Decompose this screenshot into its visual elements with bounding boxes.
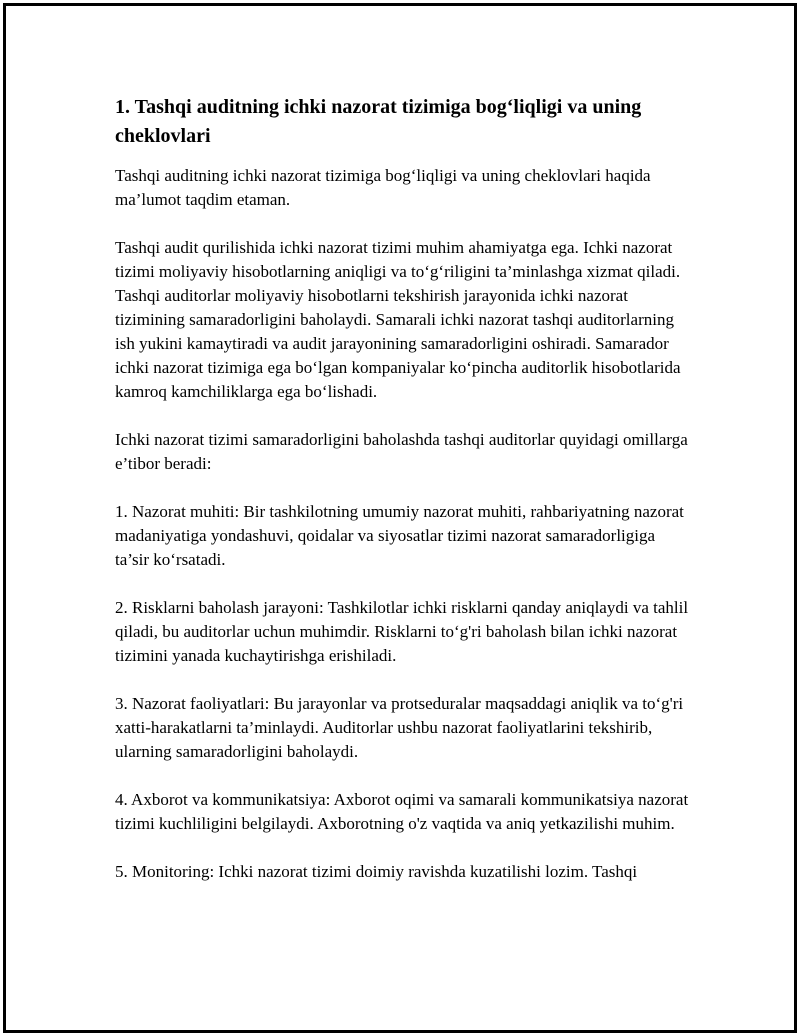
body-paragraph: Tashqi audit qurilishida ichki nazorat tizimi muhim ahamiyatga ega. Ichki nazorat tizimi moliyaviy hisobotlarning aniqligi va to‘g‘riligini ta’minlashga xizmat qiladi. Tashqi auditorlar moliyaviy hisobotlarni tekshirish jarayonida ichki nazorat tizimining samaradorligini baholaydi. Samarali ichki nazorat tashqi auditorlarning ish yukini kamaytiradi va audit jarayonining samaradorligini oshiradi. Samarador ichki nazorat tizimiga ega bo‘lgan kompaniyalar ko‘pincha auditorlik hisobotlarida kamroq kamchiliklarga ega bo‘lishadi. — [115, 238, 681, 401]
factor-item-risk-assessment: 2. Risklarni baholash jarayoni: Tashkilotlar ichki risklarni qanday aniqlaydi va tahlil qiladi, bu auditorlar uchun muhimdir. Risklarni to‘g'ri baholash bilan ichki nazorat tizimini yanada kuchaytirishga erishiladi. — [115, 598, 689, 665]
factor-item-control-activities: 3. Nazorat faoliyatlari: Bu jarayonlar va protseduralar maqsaddagi aniqlik va to‘g'ri xatti-harakatlarni ta’minlaydi. Auditorlar ushbu nazorat faoliyatlarini tekshirib, ularning samaradorligini baholaydi. — [115, 694, 684, 761]
intro-paragraph: Tashqi auditning ichki nazorat tizimiga bog‘liqligi va uning cheklovlari haqida ma’lumot taqdim etaman. — [115, 166, 651, 209]
factors-intro-paragraph: Ichki nazorat tizimi samaradorligini baholashda tashqi auditorlar quyidagi omillarga e’tibor beradi: — [115, 430, 688, 473]
factor-item-monitoring: 5. Monitoring: Ichki nazorat tizimi doimiy ravishda kuzatilishi lozim. Tashqi — [115, 862, 638, 881]
factor-item-control-environment: 1. Nazorat muhiti: Bir tashkilotning umumiy nazorat muhiti, rahbariyatning nazorat madaniyatiga yondashuvi, qoidalar va siyosatlar tizimi nazorat samaradorligiga ta’sir ko‘rsatadi. — [115, 502, 684, 569]
factor-item-information-communication: 4. Axborot va kommunikatsiya: Axborot oqimi va samarali kommunikatsiya nazorat tizimi kuchliligini belgilaydi. Axborotning o'z vaqtida va aniq yetkazilishi muhim. — [115, 790, 689, 833]
document-body — [115, 93, 690, 908]
section-heading: 1. Tashqi auditning ichki nazorat tizimiga bog‘liqligi va uning cheklovlari — [115, 96, 642, 147]
